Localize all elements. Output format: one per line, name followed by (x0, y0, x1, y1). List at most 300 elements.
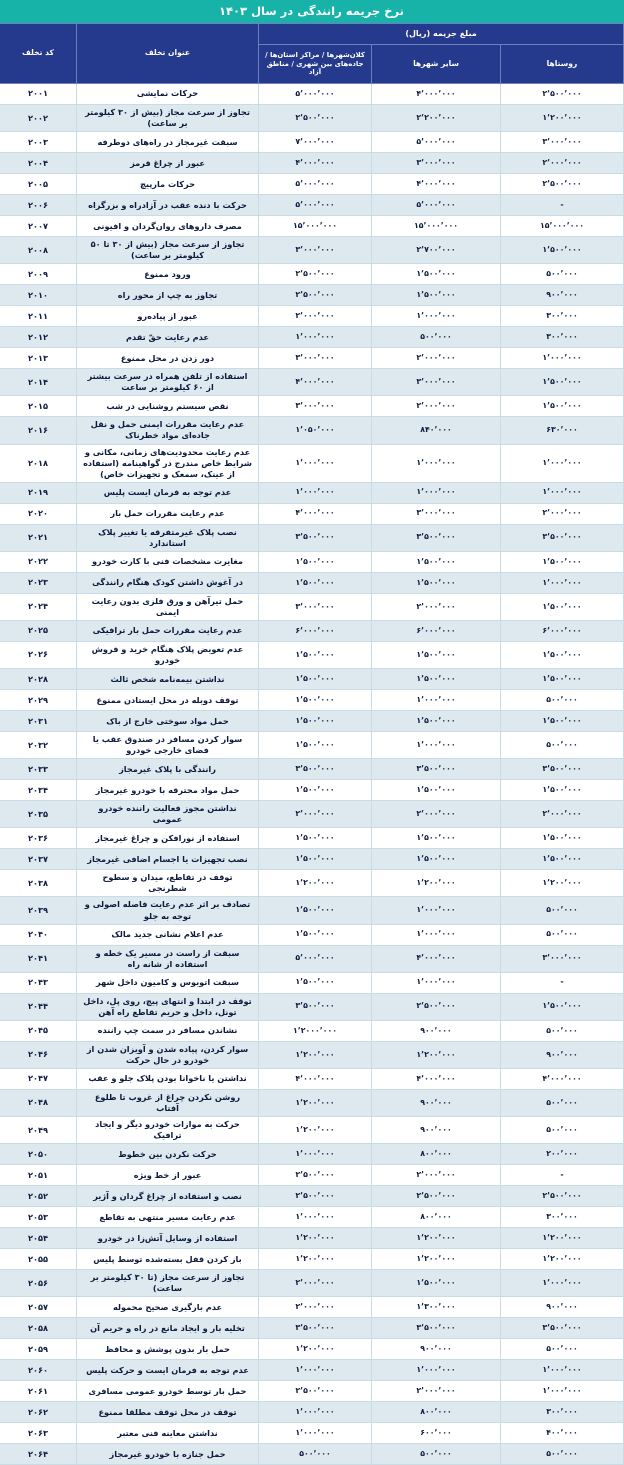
cell-rural-amount: ۱٬۰۰۰٬۰۰۰ (501, 444, 624, 482)
cell-rural-amount: ۵۰۰٬۰۰۰ (501, 1117, 624, 1144)
cell-metro-amount: ۲٬۰۰۰٬۰۰۰ (259, 1297, 372, 1318)
cell-other-cities-amount: ۶٬۰۰۰٬۰۰۰ (372, 620, 501, 641)
cell-violation-code: ۲۰۰۴ (0, 153, 77, 174)
cell-other-cities-amount: ۱٬۵۰۰٬۰۰۰ (372, 828, 501, 849)
table-row (0, 153, 624, 174)
cell-metro-amount: ۲٬۵۰۰٬۰۰۰ (259, 264, 372, 285)
cell-metro-amount: ۱٬۵۰۰٬۰۰۰ (259, 711, 372, 732)
cell-violation-code: ۲۰۰۱ (0, 84, 77, 105)
table-row (0, 264, 624, 285)
cell-other-cities-amount: ۱٬۰۰۰٬۰۰۰ (372, 444, 501, 482)
table-row (0, 1339, 624, 1360)
table-row (0, 1270, 624, 1297)
cell-violation-title: تجاوز از سرعت مجاز (تا ۳۰ کیلومتر بر ساعت) (77, 1270, 259, 1297)
table-row (0, 1249, 624, 1270)
cell-other-cities-amount: ۴٬۰۰۰٬۰۰۰ (372, 1068, 501, 1089)
cell-metro-amount: ۱٬۵۰۰٬۰۰۰ (259, 572, 372, 593)
cell-rural-amount: ۵۰۰٬۰۰۰ (501, 924, 624, 945)
cell-metro-amount: ۱٬۵۰۰٬۰۰۰ (259, 924, 372, 945)
table-title-row (0, 0, 624, 24)
cell-violation-title: تجاوز از سرعت مجاز (بیش از ۳۰ تا ۵۰ کیلومتر بر ساعت) (77, 237, 259, 264)
table-row (0, 216, 624, 237)
cell-rural-amount: ۱٬۵۰۰٬۰۰۰ (501, 849, 624, 870)
table-row (0, 1228, 624, 1249)
table-row (0, 348, 624, 369)
cell-violation-code: ۲۰۱۲ (0, 327, 77, 348)
table-row (0, 503, 624, 524)
cell-rural-amount: ۱٬۰۰۰٬۰۰۰ (501, 1381, 624, 1402)
cell-metro-amount: ۵٬۰۰۰٬۰۰۰ (259, 195, 372, 216)
cell-other-cities-amount: ۱٬۵۰۰٬۰۰۰ (372, 572, 501, 593)
cell-violation-code: ۲۰۵۹ (0, 1339, 77, 1360)
cell-violation-code: ۲۰۱۱ (0, 306, 77, 327)
table-row (0, 924, 624, 945)
cell-metro-amount: ۱٬۲۰۰٬۰۰۰ (259, 1339, 372, 1360)
cell-metro-amount: ۲٬۵۰۰٬۰۰۰ (259, 105, 372, 132)
cell-violation-title: نشاندن مسافر در سمت چپ راننده (77, 1020, 259, 1041)
table-row (0, 327, 624, 348)
cell-other-cities-amount: ۹۰۰٬۰۰۰ (372, 1117, 501, 1144)
table-row (0, 417, 624, 444)
table-row (0, 1423, 624, 1444)
cell-rural-amount: ۱٬۵۰۰٬۰۰۰ (501, 780, 624, 801)
cell-metro-amount: ۱٬۲۰۰٬۰۰۰ (259, 1041, 372, 1068)
cell-violation-code: ۲۰۰۲ (0, 105, 77, 132)
cell-rural-amount: ۶٬۰۰۰٬۰۰۰ (501, 620, 624, 641)
cell-violation-title: استفاده از نورافکن و چراغ غیرمجاز (77, 828, 259, 849)
cell-other-cities-amount: ۵۰۰٬۰۰۰ (372, 327, 501, 348)
cell-other-cities-amount: ۵٬۰۰۰٬۰۰۰ (372, 132, 501, 153)
cell-violation-title: نصب تجهیزات یا اجسام اضافی غیرمجاز (77, 849, 259, 870)
cell-violation-title: توقف دوبله در محل ایستادن ممنوع (77, 690, 259, 711)
cell-violation-title: عدم رعایت محدودیت‌های زمانی، مکانی و شرایط خاص مندرج در گواهینامه (استفاده از عینک، سمعک و تجهیزات خاص) (77, 444, 259, 482)
table-row (0, 1089, 624, 1116)
cell-other-cities-amount: ۱٬۵۰۰٬۰۰۰ (372, 780, 501, 801)
table-row (0, 1207, 624, 1228)
cell-metro-amount: ۳٬۵۰۰٬۰۰۰ (259, 1318, 372, 1339)
cell-violation-title: توقف در ابتدا و انتهای پیچ، روی پل، داخل تونل، داخل و حریم تقاطع راه آهن (77, 993, 259, 1020)
cell-violation-title: عبور از خط ویژه (77, 1165, 259, 1186)
cell-rural-amount: ۵۰۰٬۰۰۰ (501, 732, 624, 759)
cell-violation-code: ۲۰۴۱ (0, 945, 77, 972)
rural-amount-header: روستاها (501, 45, 624, 84)
cell-violation-title: نصب پلاک غیرمتفرقه یا تغییر پلاک استاندارد (77, 524, 259, 551)
cell-violation-code: ۲۰۱۹ (0, 482, 77, 503)
cell-violation-code: ۲۰۵۲ (0, 1186, 77, 1207)
cell-rural-amount: ۳۰۰٬۰۰۰ (501, 306, 624, 327)
cell-violation-code: ۲۰۲۱ (0, 524, 77, 551)
cell-violation-code: ۲۰۳۵ (0, 801, 77, 828)
cell-metro-amount: ۱۵٬۰۰۰٬۰۰۰ (259, 216, 372, 237)
cell-other-cities-amount: ۱٬۰۰۰٬۰۰۰ (372, 897, 501, 924)
cell-metro-amount: ۳٬۵۰۰٬۰۰۰ (259, 993, 372, 1020)
table-row (0, 1144, 624, 1165)
cell-violation-title: نقص سیستم روشنایی در شب (77, 396, 259, 417)
cell-other-cities-amount: ۱٬۲۰۰٬۰۰۰ (372, 1041, 501, 1068)
cell-violation-title: دور زدن در محل ممنوع (77, 348, 259, 369)
cell-other-cities-amount: ۵۰۰٬۰۰۰ (372, 1444, 501, 1465)
cell-violation-code: ۲۰۰۷ (0, 216, 77, 237)
cell-rural-amount: ۲٬۰۰۰٬۰۰۰ (501, 503, 624, 524)
cell-rural-amount: ۹۰۰٬۰۰۰ (501, 1041, 624, 1068)
cell-other-cities-amount: ۳٬۵۰۰٬۰۰۰ (372, 1318, 501, 1339)
cell-metro-amount: ۲٬۵۰۰٬۰۰۰ (259, 285, 372, 306)
cell-violation-code: ۲۰۴۵ (0, 1020, 77, 1041)
cell-rural-amount: ۵۰۰٬۰۰۰ (501, 897, 624, 924)
cell-other-cities-amount: ۲٬۷۰۰٬۰۰۰ (372, 237, 501, 264)
cell-violation-title: مغایرت مشخصات فنی با کارت خودرو (77, 551, 259, 572)
table-row (0, 1297, 624, 1318)
cell-violation-code: ۲۰۴۹ (0, 1117, 77, 1144)
cell-violation-code: ۲۰۴۷ (0, 1068, 77, 1089)
cell-violation-code: ۲۰۳۳ (0, 759, 77, 780)
table-row (0, 828, 624, 849)
amount-group-header: مبلغ جریمه (ریال) (259, 24, 624, 45)
cell-metro-amount: ۲٬۵۰۰٬۰۰۰ (259, 1165, 372, 1186)
cell-violation-title: حمل مواد سوختی خارج از باک (77, 711, 259, 732)
cell-rural-amount: ۹۰۰٬۰۰۰ (501, 285, 624, 306)
cell-violation-code: ۲۰۱۳ (0, 348, 77, 369)
table-body (0, 84, 624, 1465)
cell-rural-amount: ۱٬۰۰۰٬۰۰۰ (501, 1360, 624, 1381)
cell-metro-amount: ۱٬۲۰۰۰٬۰۰۰ (259, 1020, 372, 1041)
cell-rural-amount: ۱٬۵۰۰٬۰۰۰ (501, 828, 624, 849)
table-row (0, 237, 624, 264)
table-row (0, 84, 624, 105)
cell-violation-title: حمل جنازه با خودرو غیرمجاز (77, 1444, 259, 1465)
cell-violation-code: ۲۰۵۰ (0, 1144, 77, 1165)
cell-violation-title: توقف در محل توقف مطلقا ممنوع (77, 1402, 259, 1423)
table-row (0, 993, 624, 1020)
cell-metro-amount: ۲٬۰۰۰٬۰۰۰ (259, 1270, 372, 1297)
cell-metro-amount: ۱٬۵۰۰٬۰۰۰ (259, 849, 372, 870)
violation-title-header: عنوان تخلف (77, 24, 259, 84)
cell-violation-code: ۲۰۲۳ (0, 572, 77, 593)
cell-violation-title: ورود ممنوع (77, 264, 259, 285)
cell-other-cities-amount: ۲٬۰۰۰٬۰۰۰ (372, 1165, 501, 1186)
cell-other-cities-amount: ۱٬۵۰۰٬۰۰۰ (372, 551, 501, 572)
cell-violation-title: در آغوش داشتن کودک هنگام رانندگی (77, 572, 259, 593)
cell-other-cities-amount: ۱٬۵۰۰٬۰۰۰ (372, 849, 501, 870)
cell-violation-code: ۲۰۶۱ (0, 1381, 77, 1402)
cell-metro-amount: ۲٬۰۰۰٬۰۰۰ (259, 306, 372, 327)
table-row (0, 306, 624, 327)
cell-violation-code: ۲۰۱۴ (0, 369, 77, 396)
cell-violation-code: ۲۰۳۸ (0, 870, 77, 897)
cell-other-cities-amount: ۱٬۰۰۰٬۰۰۰ (372, 732, 501, 759)
cell-violation-title: حرکت با دنده عقب در آزادراه و بزرگراه (77, 195, 259, 216)
cell-other-cities-amount: ۲٬۲۰۰٬۰۰۰ (372, 105, 501, 132)
cell-rural-amount: ۵۰۰٬۰۰۰ (501, 1020, 624, 1041)
cell-other-cities-amount: ۸۴۰٬۰۰۰ (372, 417, 501, 444)
cell-other-cities-amount: ۱٬۵۰۰٬۰۰۰ (372, 711, 501, 732)
cell-violation-code: ۲۰۴۴ (0, 993, 77, 1020)
cell-violation-title: عدم بارگیری صحیح محموله (77, 1297, 259, 1318)
cell-rural-amount: ۵۰۰٬۰۰۰ (501, 1089, 624, 1116)
cell-metro-amount: ۴٬۰۰۰٬۰۰۰ (259, 153, 372, 174)
cell-metro-amount: ۱٬۵۰۰٬۰۰۰ (259, 780, 372, 801)
violation-code-header: کد تخلف (0, 24, 77, 84)
cell-metro-amount: ۱٬۵۰۰٬۰۰۰ (259, 897, 372, 924)
cell-metro-amount: ۱٬۰۵۰٬۰۰۰ (259, 417, 372, 444)
cell-metro-amount: ۴٬۰۰۰٬۰۰۰ (259, 369, 372, 396)
cell-violation-title: عبور از چراغ قرمز (77, 153, 259, 174)
table-row (0, 1186, 624, 1207)
cell-metro-amount: ۲٬۰۰۰٬۰۰۰ (259, 801, 372, 828)
table-row (0, 1444, 624, 1465)
cell-violation-title: حرکت نکردن بین خطوط (77, 1144, 259, 1165)
cell-rural-amount: ۱٬۰۰۰٬۰۰۰ (501, 1270, 624, 1297)
cell-rural-amount: ۳۰۰٬۰۰۰ (501, 1402, 624, 1423)
cell-violation-code: ۲۰۰۹ (0, 264, 77, 285)
cell-violation-title: توقف در تقاطع، میدان و سطوح شطرنجی (77, 870, 259, 897)
cell-violation-code: ۲۰۴۸ (0, 1089, 77, 1116)
cell-rural-amount: ۱۵٬۰۰۰٬۰۰۰ (501, 216, 624, 237)
cell-violation-title: سبقت غیرمجاز در راه‌های دوطرفه (77, 132, 259, 153)
cell-rural-amount: ۳٬۵۰۰٬۰۰۰ (501, 1318, 624, 1339)
cell-violation-title: حرکت به موازات خودرو دیگر و ایجاد ترافیک (77, 1117, 259, 1144)
cell-violation-code: ۲۰۱۸ (0, 444, 77, 482)
cell-metro-amount: ۱٬۵۰۰٬۰۰۰ (259, 669, 372, 690)
cell-rural-amount: ۱٬۵۰۰٬۰۰۰ (501, 396, 624, 417)
cell-metro-amount: ۳٬۰۰۰٬۰۰۰ (259, 396, 372, 417)
table-row (0, 1117, 624, 1144)
table-row (0, 572, 624, 593)
cell-violation-code: ۲۰۰۳ (0, 132, 77, 153)
cell-other-cities-amount: ۱٬۲۰۰٬۰۰۰ (372, 870, 501, 897)
cell-violation-code: ۲۰۳۷ (0, 849, 77, 870)
cell-metro-amount: ۳٬۵۰۰٬۰۰۰ (259, 524, 372, 551)
cell-violation-code: ۲۰۲۸ (0, 669, 77, 690)
cell-rural-amount: ۲٬۰۰۰٬۰۰۰ (501, 801, 624, 828)
cell-other-cities-amount: ۱٬۲۰۰٬۰۰۰ (372, 1228, 501, 1249)
table-header (0, 0, 624, 84)
cell-violation-title: عدم رعایت مقررات ایمنی حمل و نقل جاده‌ای مواد خطرناک (77, 417, 259, 444)
table-row (0, 945, 624, 972)
cell-violation-title: عدم توجه به فرمان ایست و حرکت پلیس (77, 1360, 259, 1381)
cell-rural-amount: ۳٬۵۰۰٬۰۰۰ (501, 759, 624, 780)
cell-violation-title: حمل بار توسط خودرو عمومی مسافری (77, 1381, 259, 1402)
table-row (0, 195, 624, 216)
cell-violation-code: ۲۰۴۰ (0, 924, 77, 945)
cell-violation-title: حمل تیرآهن و ورق فلزی بدون رعایت ایمنی (77, 593, 259, 620)
cell-rural-amount: ۱٬۲۰۰٬۰۰۰ (501, 870, 624, 897)
cell-metro-amount: ۴٬۰۰۰٬۰۰۰ (259, 1068, 372, 1089)
cell-violation-title: سبقت از راست در مسیر یک خطه و استفاده از شانه راه (77, 945, 259, 972)
cell-violation-code: ۲۰۲۶ (0, 641, 77, 668)
cell-other-cities-amount: ۸۰۰٬۰۰۰ (372, 1402, 501, 1423)
cell-rural-amount: ۱٬۵۰۰٬۰۰۰ (501, 369, 624, 396)
cell-other-cities-amount: ۸۰۰٬۰۰۰ (372, 1207, 501, 1228)
cell-violation-code: ۲۰۳۱ (0, 711, 77, 732)
cell-violation-code: ۲۰۲۲ (0, 551, 77, 572)
cell-violation-title: عدم تعویض پلاک هنگام خرید و فروش خودرو (77, 641, 259, 668)
cell-violation-title: حمل مواد محترقه با خودرو غیرمجاز (77, 780, 259, 801)
table-row (0, 369, 624, 396)
table-row (0, 849, 624, 870)
cell-rural-amount: ۳٬۰۰۰٬۰۰۰ (501, 945, 624, 972)
cell-violation-code: ۲۰۳۴ (0, 780, 77, 801)
table-row (0, 1068, 624, 1089)
cell-violation-title: روشن نکردن چراغ از غروب تا طلوع آفتاب (77, 1089, 259, 1116)
cell-other-cities-amount: ۱٬۰۰۰٬۰۰۰ (372, 482, 501, 503)
cell-other-cities-amount: ۱٬۵۰۰٬۰۰۰ (372, 264, 501, 285)
cell-violation-title: نداشتن یا ناخوانا بودن پلاک جلو و عقب (77, 1068, 259, 1089)
cell-rural-amount: ۱٬۲۰۰٬۰۰۰ (501, 105, 624, 132)
cell-violation-code: ۲۰۵۸ (0, 1318, 77, 1339)
cell-metro-amount: ۱٬۰۰۰٬۰۰۰ (259, 1207, 372, 1228)
cell-violation-code: ۲۰۶۳ (0, 1423, 77, 1444)
cell-metro-amount: ۱٬۲۰۰٬۰۰۰ (259, 1117, 372, 1144)
cell-other-cities-amount: ۴٬۰۰۰٬۰۰۰ (372, 84, 501, 105)
cell-violation-code: ۲۰۱۰ (0, 285, 77, 306)
cell-violation-code: ۲۰۰۶ (0, 195, 77, 216)
cell-rural-amount: ۹۰۰٬۰۰۰ (501, 1297, 624, 1318)
cell-rural-amount: ۲٬۵۰۰٬۰۰۰ (501, 84, 624, 105)
cell-metro-amount: ۵٬۰۰۰٬۰۰۰ (259, 84, 372, 105)
table-row (0, 711, 624, 732)
cell-metro-amount: ۵٬۰۰۰٬۰۰۰ (259, 174, 372, 195)
table-row (0, 132, 624, 153)
metro-amount-header: کلان‌شهرها / مراکز استان‌ها / جاده‌های بین شهری / مناطق آزاد (259, 45, 372, 84)
cell-other-cities-amount: ۸۰۰٬۰۰۰ (372, 1144, 501, 1165)
cell-other-cities-amount: ۳٬۵۰۰٬۰۰۰ (372, 524, 501, 551)
cell-other-cities-amount: ۳٬۵۰۰٬۰۰۰ (372, 759, 501, 780)
cell-violation-title: حرکات نمایشی (77, 84, 259, 105)
cell-other-cities-amount: ۲٬۰۰۰٬۰۰۰ (372, 593, 501, 620)
cell-rural-amount: ۴٬۰۰۰٬۰۰۰ (501, 1068, 624, 1089)
cell-violation-title: تجاوز به چپ از محور راه (77, 285, 259, 306)
cell-rural-amount: - (501, 195, 624, 216)
cell-violation-title: عدم اعلام نشانی جدید مالک (77, 924, 259, 945)
cell-violation-title: استفاده از تلفن همراه در سرعت بیشتر از ۶۰ کیلومتر بر ساعت (77, 369, 259, 396)
cell-other-cities-amount: ۲٬۰۰۰٬۰۰۰ (372, 348, 501, 369)
cell-other-cities-amount: ۱٬۲۰۰٬۰۰۰ (372, 1249, 501, 1270)
cell-violation-title: حرکات مارپیچ (77, 174, 259, 195)
cell-other-cities-amount: ۹۰۰٬۰۰۰ (372, 1339, 501, 1360)
cell-rural-amount: ۱٬۵۰۰٬۰۰۰ (501, 237, 624, 264)
cell-metro-amount: ۵۰۰٬۰۰۰ (259, 1444, 372, 1465)
cell-metro-amount: ۳٬۰۰۰٬۰۰۰ (259, 348, 372, 369)
cell-other-cities-amount: ۶۰۰٬۰۰۰ (372, 1423, 501, 1444)
cell-rural-amount: ۶۳۰٬۰۰۰ (501, 417, 624, 444)
cell-metro-amount: ۳٬۰۰۰٬۰۰۰ (259, 593, 372, 620)
cell-metro-amount: ۱٬۵۰۰٬۰۰۰ (259, 641, 372, 668)
table-row (0, 1360, 624, 1381)
table-row (0, 105, 624, 132)
cell-other-cities-amount: ۵٬۰۰۰٬۰۰۰ (372, 195, 501, 216)
table-row (0, 1165, 624, 1186)
cell-rural-amount: ۳٬۰۰۰٬۰۰۰ (501, 132, 624, 153)
cell-metro-amount: ۵٬۰۰۰٬۰۰۰ (259, 945, 372, 972)
cell-violation-code: ۲۰۵۳ (0, 1207, 77, 1228)
cell-violation-title: عبور از پیاده‌رو (77, 306, 259, 327)
cell-rural-amount: ۵۰۰٬۰۰۰ (501, 1339, 624, 1360)
cell-violation-code: ۲۰۱۵ (0, 396, 77, 417)
cell-rural-amount: ۲٬۵۰۰٬۰۰۰ (501, 1186, 624, 1207)
cell-other-cities-amount: ۹۰۰٬۰۰۰ (372, 1089, 501, 1116)
cell-violation-title: تصادف بر اثر عدم رعایت فاصله اصولی و توجه به جلو (77, 897, 259, 924)
cell-metro-amount: ۱٬۵۰۰٬۰۰۰ (259, 690, 372, 711)
cell-metro-amount: ۱٬۰۰۰٬۰۰۰ (259, 1402, 372, 1423)
cell-metro-amount: ۱٬۵۰۰٬۰۰۰ (259, 732, 372, 759)
cell-other-cities-amount: ۴٬۰۰۰٬۰۰۰ (372, 945, 501, 972)
cell-other-cities-amount: ۲٬۰۰۰٬۰۰۰ (372, 801, 501, 828)
cell-other-cities-amount: ۳٬۰۰۰٬۰۰۰ (372, 153, 501, 174)
cell-violation-title: تخلیه بار و ایجاد مانع در راه و حریم آن (77, 1318, 259, 1339)
header-group-row (0, 24, 624, 45)
cell-metro-amount: ۱٬۲۰۰٬۰۰۰ (259, 1249, 372, 1270)
page-title: نرخ جریمه رانندگی در سال ۱۴۰۳ (0, 0, 624, 24)
cell-violation-title: عدم رعایت مسیر منتهی به تقاطع (77, 1207, 259, 1228)
cell-metro-amount: ۱٬۲۰۰٬۰۰۰ (259, 1228, 372, 1249)
table-row (0, 780, 624, 801)
cell-violation-title: باز کردن قفل بسته‌شده توسط پلیس (77, 1249, 259, 1270)
cell-violation-title: تجاوز از سرعت مجاز (بیش از ۳۰ کیلومتر بر ساعت) (77, 105, 259, 132)
table-row (0, 759, 624, 780)
cell-metro-amount: ۱٬۰۰۰٬۰۰۰ (259, 1360, 372, 1381)
cell-metro-amount: ۱٬۵۰۰٬۰۰۰ (259, 972, 372, 993)
cell-rural-amount: ۱٬۵۰۰٬۰۰۰ (501, 669, 624, 690)
cell-other-cities-amount: ۱٬۰۰۰٬۰۰۰ (372, 924, 501, 945)
cell-violation-code: ۲۰۶۴ (0, 1444, 77, 1465)
cell-rural-amount: ۴۰۰٬۰۰۰ (501, 1423, 624, 1444)
cell-violation-code: ۲۰۵۴ (0, 1228, 77, 1249)
cell-violation-code: ۲۰۱۶ (0, 417, 77, 444)
cell-metro-amount: ۱٬۵۰۰٬۰۰۰ (259, 551, 372, 572)
table-row (0, 732, 624, 759)
cell-metro-amount: ۲٬۵۰۰٬۰۰۰ (259, 1381, 372, 1402)
cell-violation-code: ۲۰۶۲ (0, 1402, 77, 1423)
table-row (0, 870, 624, 897)
cell-violation-title: حمل بار بدون پوشش و محافظ (77, 1339, 259, 1360)
cell-metro-amount: ۷٬۰۰۰٬۰۰۰ (259, 132, 372, 153)
cell-other-cities-amount: ۱۵٬۰۰۰٬۰۰۰ (372, 216, 501, 237)
table-row (0, 1041, 624, 1068)
cell-violation-code: ۲۰۰۸ (0, 237, 77, 264)
cell-other-cities-amount: ۳٬۰۰۰٬۰۰۰ (372, 369, 501, 396)
cell-rural-amount: ۳٬۵۰۰٬۰۰۰ (501, 524, 624, 551)
cell-rural-amount: ۱٬۵۰۰٬۰۰۰ (501, 551, 624, 572)
table-row (0, 641, 624, 668)
cell-rural-amount: ۵۰۰٬۰۰۰ (501, 264, 624, 285)
table-row (0, 972, 624, 993)
table-row (0, 482, 624, 503)
table-row (0, 897, 624, 924)
cell-violation-code: ۲۰۴۳ (0, 972, 77, 993)
cell-other-cities-amount: ۹۰۰٬۰۰۰ (372, 1020, 501, 1041)
table-row (0, 174, 624, 195)
cell-violation-title: سوار کردن، پیاده شدن و آویزان شدن از خودرو در حال حرکت (77, 1041, 259, 1068)
cell-metro-amount: ۴٬۰۰۰٬۰۰۰ (259, 503, 372, 524)
cell-rural-amount: ۱٬۵۰۰٬۰۰۰ (501, 993, 624, 1020)
cell-violation-code: ۲۰۲۰ (0, 503, 77, 524)
cell-rural-amount: ۱٬۵۰۰٬۰۰۰ (501, 641, 624, 668)
cell-violation-code: ۲۰۵۷ (0, 1297, 77, 1318)
cell-violation-title: نداشتن معاینه فنی معتبر (77, 1423, 259, 1444)
cell-metro-amount: ۱٬۰۰۰٬۰۰۰ (259, 1144, 372, 1165)
cell-metro-amount: ۱٬۰۰۰٬۰۰۰ (259, 1423, 372, 1444)
table-row (0, 285, 624, 306)
cell-other-cities-amount: ۲٬۰۰۰٬۰۰۰ (372, 1381, 501, 1402)
cell-rural-amount: ۳۰۰٬۰۰۰ (501, 327, 624, 348)
cell-metro-amount: ۱٬۰۰۰٬۰۰۰ (259, 444, 372, 482)
cell-other-cities-amount: ۲٬۵۰۰٬۰۰۰ (372, 1186, 501, 1207)
cell-metro-amount: ۳٬۵۰۰٬۰۰۰ (259, 759, 372, 780)
cell-violation-title: عدم توجه به فرمان ایست پلیس (77, 482, 259, 503)
cell-other-cities-amount: ۴٬۰۰۰٬۰۰۰ (372, 174, 501, 195)
cell-metro-amount: ۱٬۰۰۰٬۰۰۰ (259, 482, 372, 503)
